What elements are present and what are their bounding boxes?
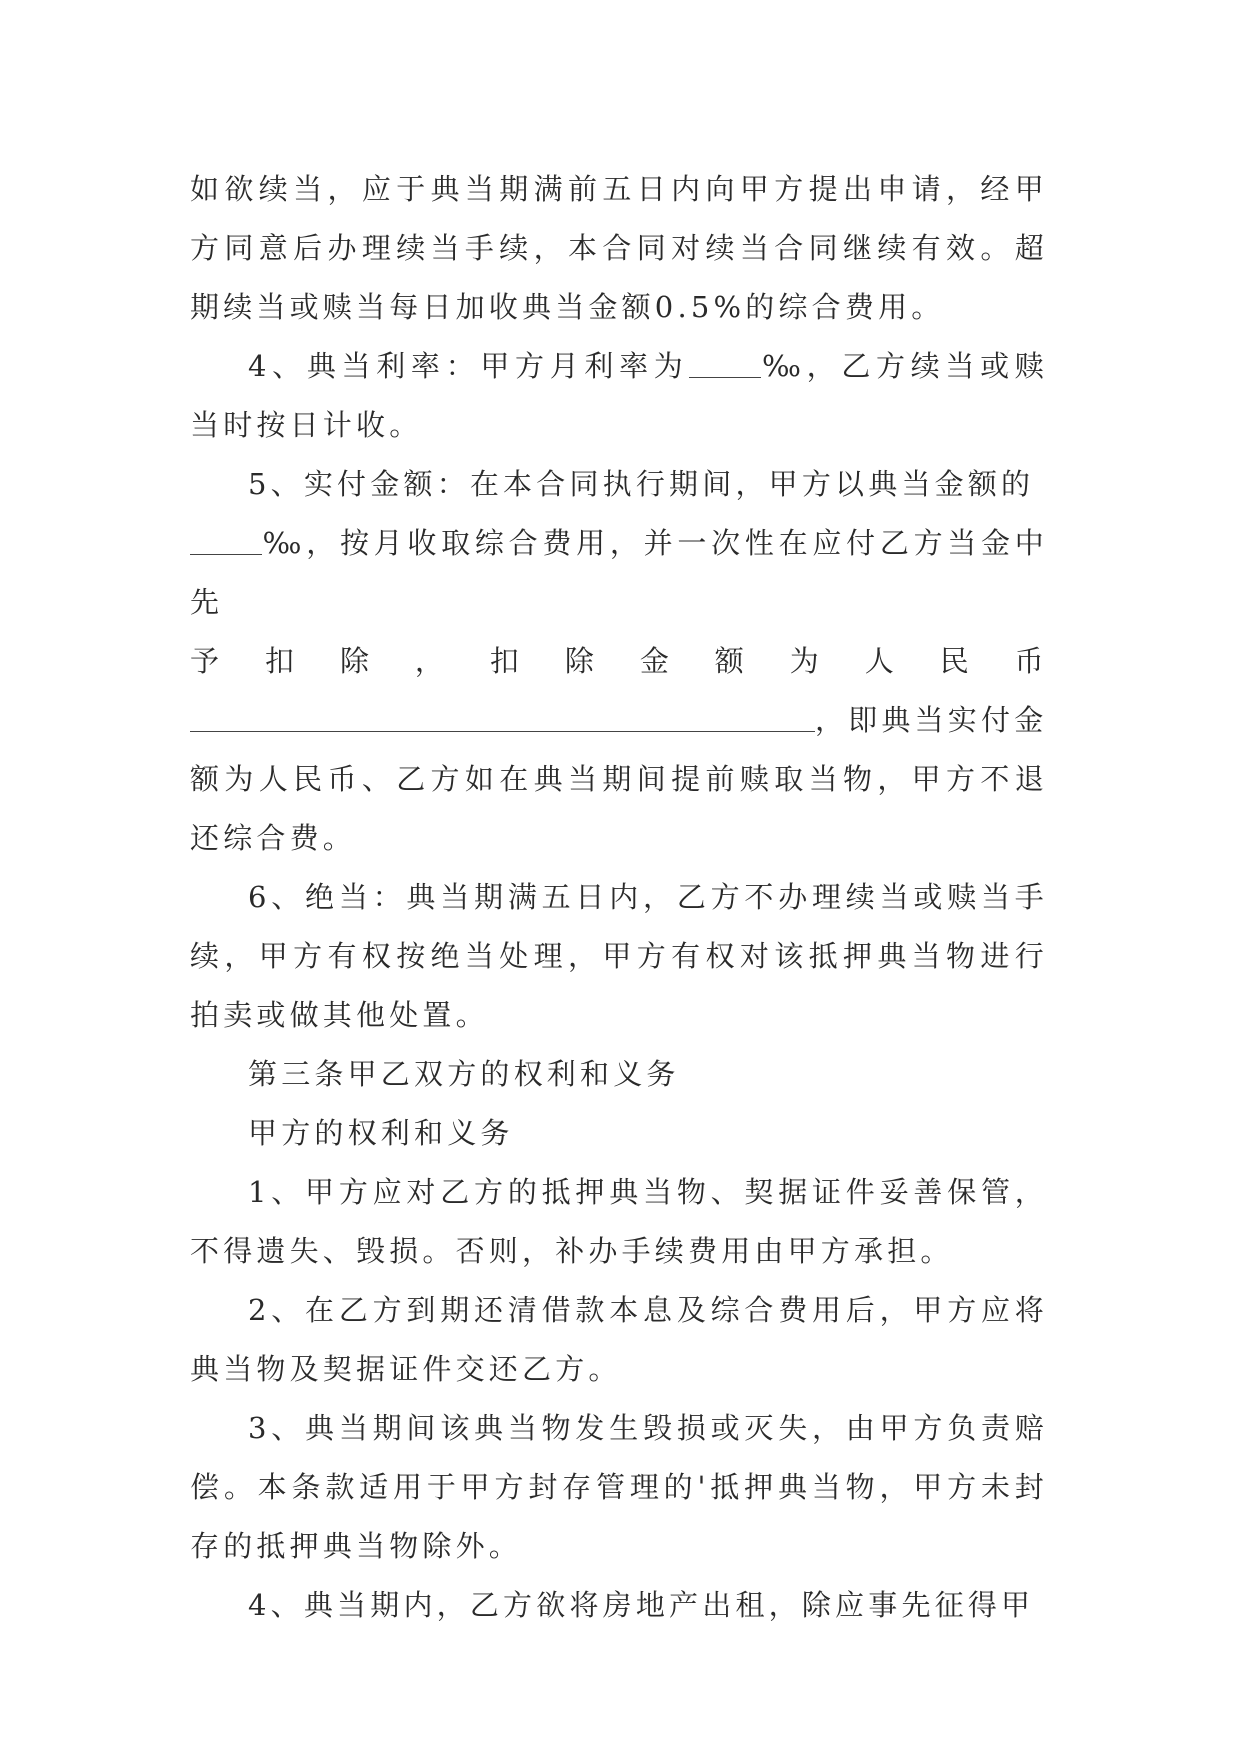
deduction-text-after: ，即典当实付金: [815, 703, 1048, 737]
spread-char: 除: [564, 644, 599, 678]
paragraph-forfeiture: 6、绝当：典当期满五日内，乙方不办理续当或赎当手续，甲方有权按绝当处理，甲方有权对该抵押典当物进行拍卖或做其他处置。: [190, 880, 1048, 1032]
spread-char: 扣: [489, 644, 524, 678]
document-body: [190, 160, 1048, 1635]
paragraph-actual-payment-line1: 5、实付金额：在本合同执行期间，甲方以典当金额的: [248, 467, 1035, 501]
spread-char: 扣: [264, 644, 299, 678]
spread-char: 金: [639, 644, 674, 678]
spread-char: 额: [714, 644, 748, 678]
paragraph-actual-payment-line4: [190, 691, 1048, 750]
spread-char: 为: [789, 644, 823, 678]
paragraph-clause-4: 4、典当期内，乙方欲将房地产出租，除应事先征得甲: [248, 1588, 1035, 1622]
paragraph-actual-payment-rest: 额为人民币、乙方如在典当期间提前赎取当物，甲方不退还综合费。: [190, 762, 1048, 855]
paragraph-interest-rate: [190, 337, 1048, 455]
paragraph-clause-1: 1、甲方应对乙方的抵押典当物、契据证件妥善保管，不得遗失、毁损。否则，补办手续费用由甲方承担。: [190, 1175, 1048, 1268]
spread-char: ，: [414, 644, 449, 678]
subsection-heading-party-a: 甲方的权利和义务: [248, 1116, 514, 1150]
spread-char: 除: [339, 644, 374, 678]
interest-rate-blank: [689, 348, 761, 378]
interest-rate-text-before: 4、典当利率：甲方月利率为: [248, 349, 689, 383]
paragraph-clause-3: 3、典当期间该典当物发生毁损或灭失，由甲方负责赔偿。本条款适用于甲方封存管理的'抵押典当物，甲方未封存的抵押典当物除外。: [190, 1411, 1048, 1563]
spread-char: 民: [939, 644, 973, 678]
paragraph-actual-payment-line2: [190, 514, 1048, 632]
fee-rate-text-after: ‰，按月收取综合费用，并一次性在应付乙方当金中先: [190, 526, 1048, 619]
deduction-amount-blank: [190, 702, 815, 732]
paragraph-actual-payment-spread-line: [190, 632, 1048, 691]
spread-char: 予: [190, 644, 224, 678]
fee-rate-blank: [190, 525, 262, 555]
spread-char: 人: [864, 644, 898, 678]
interest-rate-text-after: ‰，乙方续当或赎当时按日计收。: [190, 349, 1048, 442]
paragraph-clause-2: 2、在乙方到期还清借款本息及综合费用后，甲方应将典当物及契据证件交还乙方。: [190, 1293, 1048, 1386]
paragraph-renewal: 如欲续当，应于典当期满前五日内向甲方提出申请，经甲方同意后办理续当手续，本合同对续当合同继续有效。超期续当或赎当每日加收典当金额0.5%的综合费用。: [190, 172, 1048, 324]
spread-char: 币: [1014, 644, 1048, 678]
section-heading-rights: 第三条甲乙双方的权利和义务: [248, 1057, 680, 1091]
